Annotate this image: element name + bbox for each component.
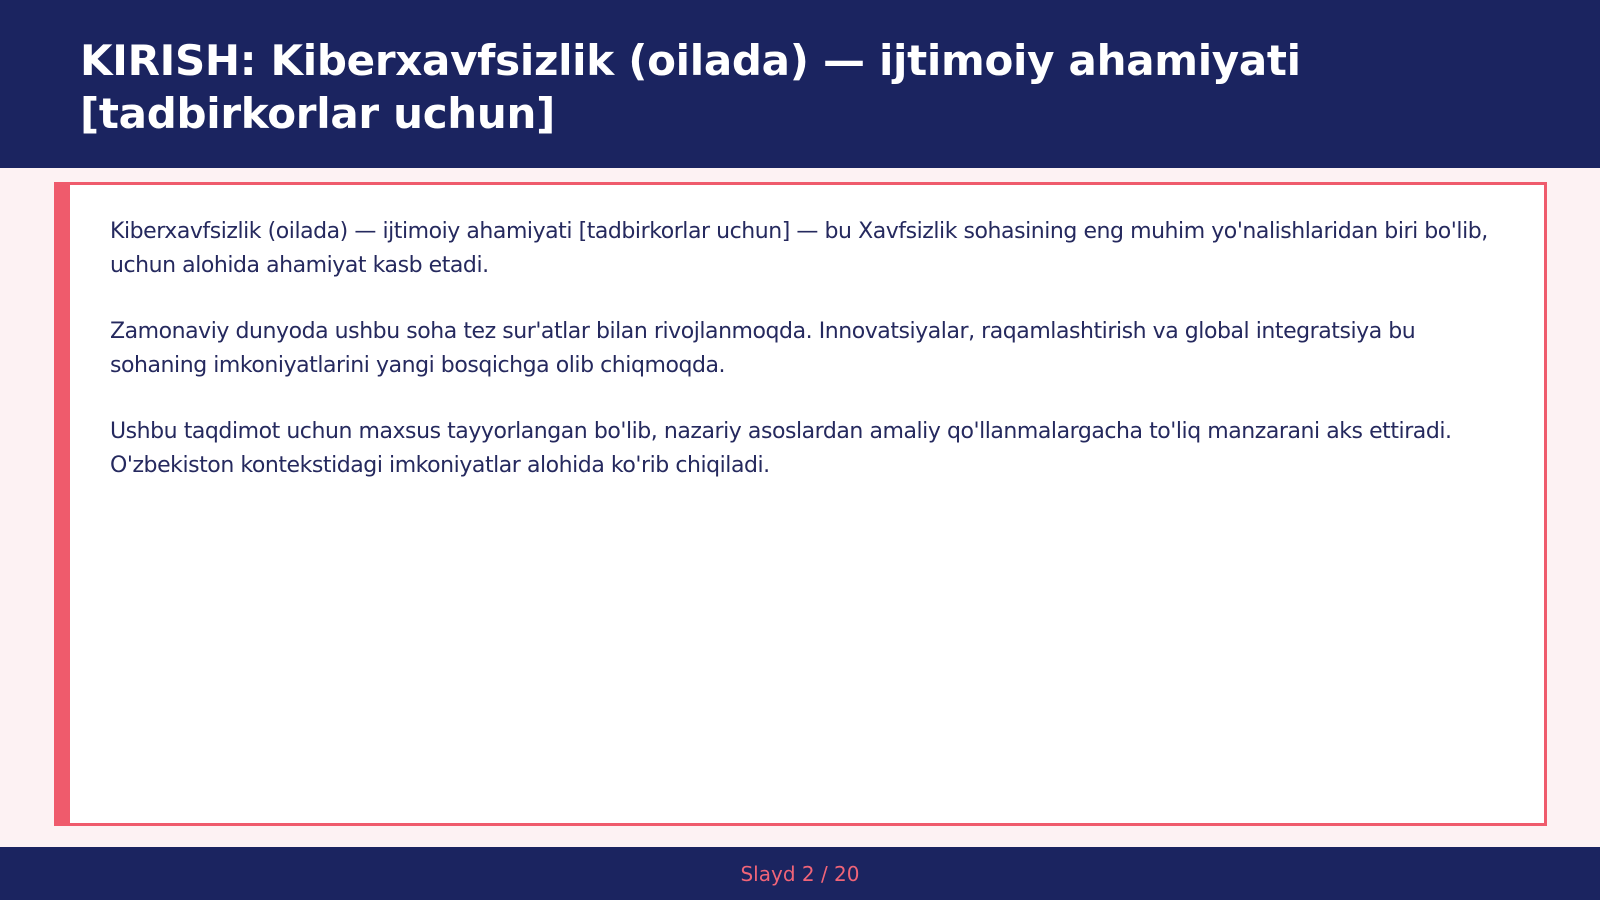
presentation-paragraph: Ushbu taqdimot uchun maxsus tayyorlangan bo'lib, nazariy asoslardan amaliy qo'llanmalargacha to'liq manzarani aks ettiradi. O'zbekiston kontekstidagi imkoniyatlar alohida ko'rib chiqiladi.	[110, 419, 1452, 478]
slide-counter: Slayd 2 / 20	[740, 862, 860, 886]
intro-paragraph: Kiberxavfsizlik (oilada) — ijtimoiy ahamiyati [tadbirkorlar uchun] — bu Xavfsizlik sohasining eng muhim yo'nalishlaridan biri bo'lib, uchun alohida ahamiyat kasb etadi.	[110, 219, 1488, 278]
slide-footer	[0, 847, 1600, 900]
slide-title: KIRISH: Kiberxavfsizlik (oilada) — ijtimoiy ahamiyati [tadbirkorlar uchun]	[80, 36, 1301, 138]
slide-header	[0, 0, 1600, 168]
content-card	[54, 182, 1547, 826]
development-paragraph: Zamonaviy dunyoda ushbu soha tez sur'atlar bilan rivojlanmoqda. Innovatsiyalar, raqamlashtirish va global integratsiya bu sohaning imkoniyatlarini yangi bosqichga olib chiqmoqda.	[110, 319, 1416, 378]
